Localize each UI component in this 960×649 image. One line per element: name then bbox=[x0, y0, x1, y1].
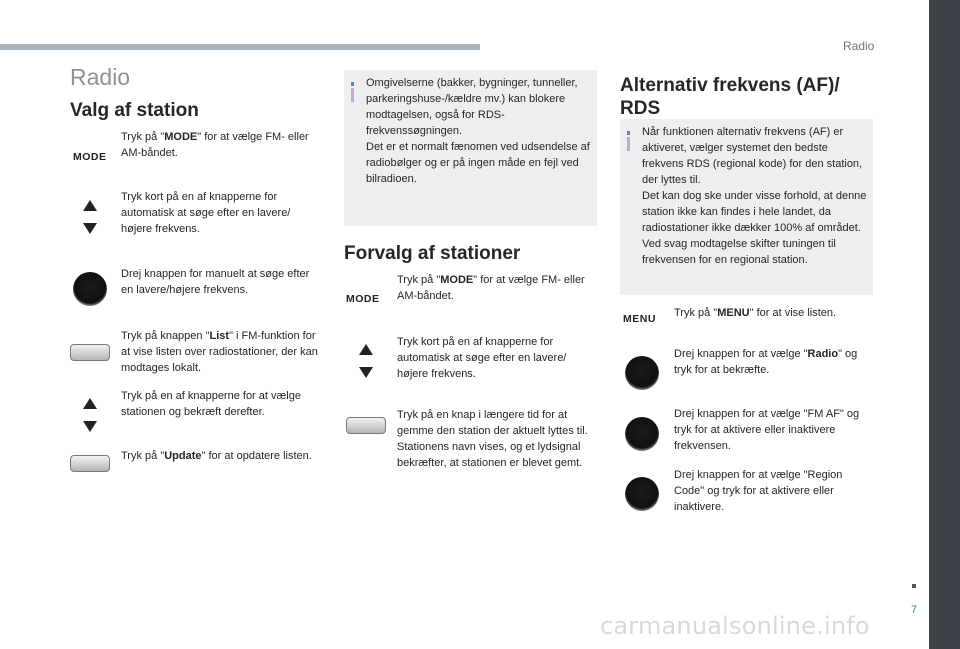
watermark: carmanualsonline.info bbox=[600, 612, 870, 640]
info-icon bbox=[351, 82, 354, 86]
instruction-text: Tryk på "MENU" for at vise listen. bbox=[674, 307, 837, 319]
info-note-text: Når funktionen alternativ frekvens (AF) er aktiveret, vælger systemet den bedste frekvens RDS (regional kode) for den station, der lyttes til. Det kan dog ske under visse forhold, at denne station ikke kan findes i hele landet, da radiostationer ikke dækker 100% af området. Ved svag modtagelse skifter tuningen til frekvensen for en regional station. bbox=[642, 126, 867, 266]
info-icon bbox=[627, 131, 630, 135]
instruction-text: Tryk kort på en af knapperne for automatisk at søge efter en lavere/ højere frekvens. bbox=[121, 191, 291, 235]
instruction-text: Tryk på "MODE" for at vælge FM- eller AM-båndet. bbox=[121, 131, 309, 159]
section-title-alternativ-frekvens: Alternativ frekvens (AF)/ RDS bbox=[620, 75, 840, 119]
instruction-text: Drej knappen for manuelt at søge efter en lavere/højere frekvens. bbox=[121, 268, 310, 296]
section-title-valg-af-station: Valg af station bbox=[70, 100, 199, 121]
soft-button-icon bbox=[70, 344, 110, 361]
side-tab-strip bbox=[929, 0, 960, 649]
info-icon-bar bbox=[351, 88, 354, 102]
page-marker-dot bbox=[912, 584, 916, 588]
instruction-text: Drej knappen for at vælge "Radio" og tryk for at bekræfte. bbox=[674, 348, 858, 376]
section-title-forvalg-af-stationer: Forvalg af stationer bbox=[344, 243, 521, 264]
mode-button-icon: MODE bbox=[346, 293, 380, 305]
up-down-arrows-icon bbox=[83, 398, 97, 432]
soft-button-icon bbox=[346, 417, 386, 434]
up-down-arrows-icon bbox=[83, 200, 97, 234]
info-icon-bar bbox=[627, 137, 630, 151]
instruction-text: Tryk på "MODE" for at vælge FM- eller AM-båndet. bbox=[397, 274, 585, 302]
instruction-text: Drej knappen for at vælge "FM AF" og tryk for at aktivere eller inaktivere frekvensen. bbox=[674, 408, 860, 452]
rotary-knob-icon bbox=[625, 417, 659, 451]
rotary-knob-icon bbox=[73, 272, 107, 306]
instruction-text: Tryk på en af knapperne for at vælge stationen og bekræft derefter. bbox=[121, 390, 301, 418]
rotary-knob-icon bbox=[625, 477, 659, 511]
page-title: Radio bbox=[70, 64, 131, 90]
instruction-text: Tryk på en knap i længere tid for at gemme den station der aktuelt lyttes til. Stationens navn vises, og et lydsignal bekræfter, at stationen er blevet gemt. bbox=[397, 409, 588, 469]
instruction-text: Tryk på "Update" for at opdatere listen. bbox=[121, 450, 312, 462]
instruction-text: Tryk kort på en af knapperne for automatisk at søge efter en lavere/ højere frekvens. bbox=[397, 336, 567, 380]
running-header: Radio bbox=[843, 39, 875, 53]
up-down-arrows-icon bbox=[359, 344, 373, 378]
rotary-knob-icon bbox=[625, 356, 659, 390]
page-number: 7 bbox=[911, 604, 918, 616]
menu-button-icon: MENU bbox=[623, 313, 656, 325]
soft-button-icon bbox=[70, 455, 110, 472]
instruction-text: Tryk på knappen "List" i FM-funktion for at vise listen over radiostationer, der kan modtages lokalt. bbox=[121, 330, 318, 374]
info-note-text: Omgivelserne (bakker, bygninger, tunneller, parkeringshuse-/kældre mv.) kan blokere modtagelsen, også for RDS-frekvenssøgningen. Det er et normalt fænomen ved udsendelse af radiobølger og er på ingen måde en fejl ved bilradioen. bbox=[366, 77, 590, 185]
instruction-text: Drej knappen for at vælge "Region Code" og tryk for at aktivere eller inaktivere. bbox=[674, 469, 843, 513]
header-rule bbox=[0, 44, 480, 50]
mode-button-icon: MODE bbox=[73, 151, 107, 163]
